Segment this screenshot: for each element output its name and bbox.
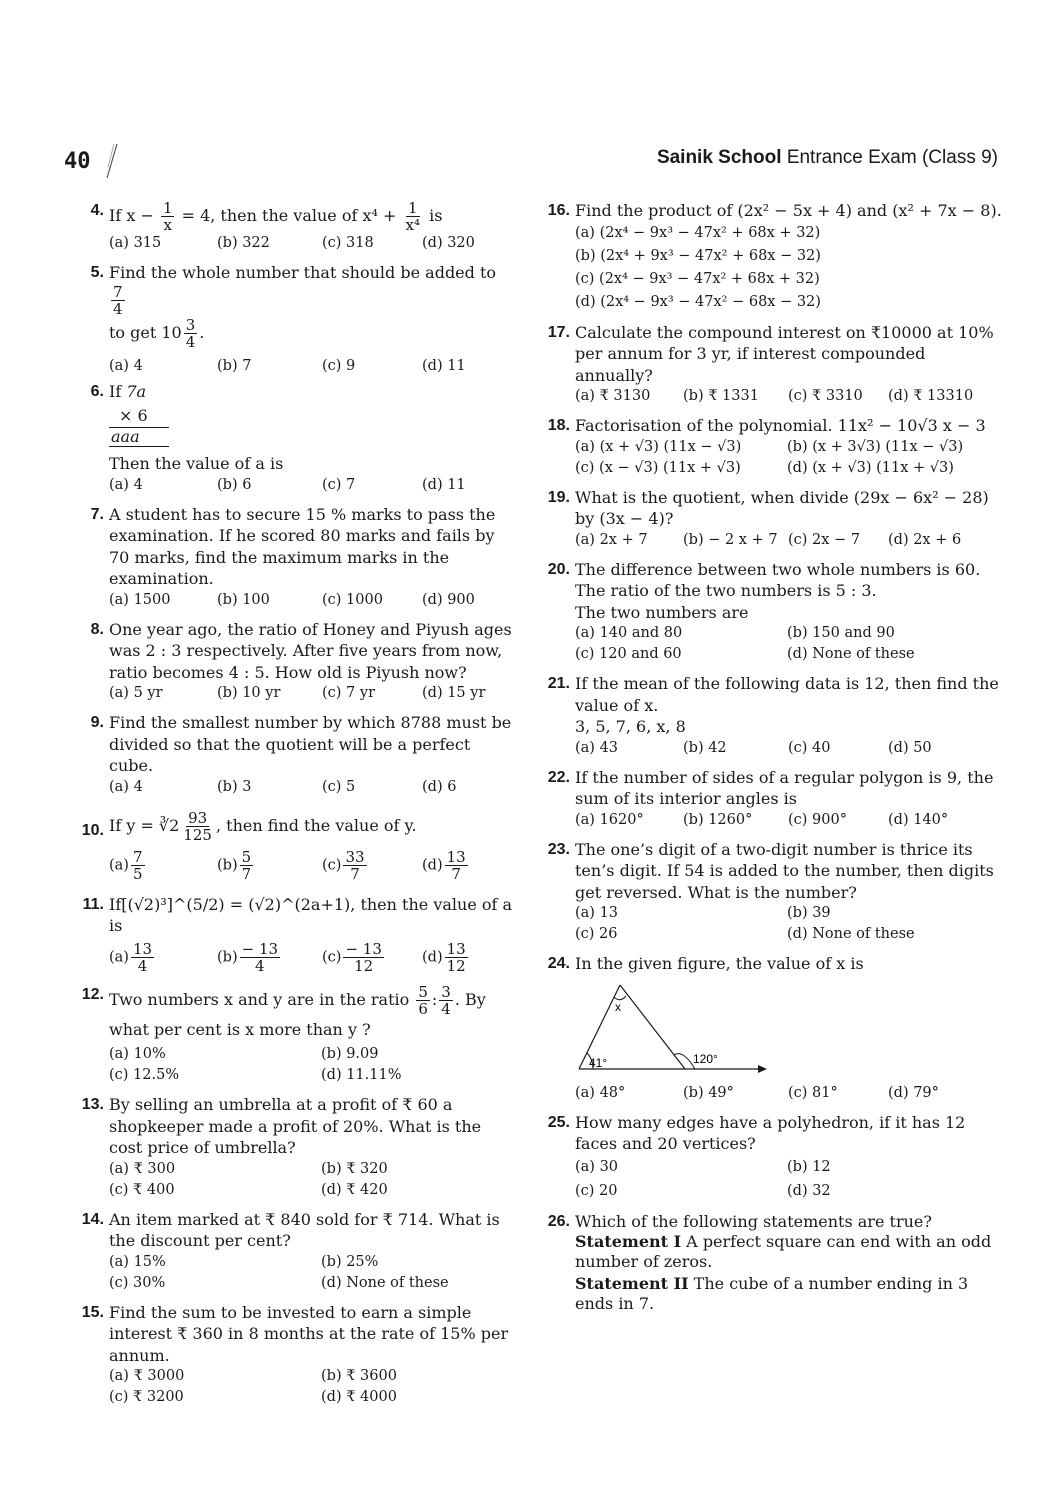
question-text: What is the quotient, when divide (29x − 6x² − 28) by (3x − 4)? [575, 487, 989, 528]
option-a: (a) ₹ 3130 [575, 388, 651, 404]
option-c: (c) 40 [788, 739, 831, 756]
question-14 [78, 1209, 518, 1294]
option-c: (c) 5 [322, 778, 356, 795]
multiplicand: 7a [126, 381, 147, 401]
question-7 [78, 504, 518, 611]
question-18 [544, 415, 1004, 479]
option-a: (a) 2x + 7 [575, 531, 648, 548]
option-a: (a) 315 [109, 235, 162, 251]
question-number: 21. [547, 675, 570, 692]
question-text: The one’s digit of a two-digit number is thrice its ten’s digit. If 54 is added to the number, then digits get reversed. What is the number? [575, 839, 994, 902]
question-number: 8. [90, 620, 104, 638]
question-9 [78, 712, 518, 798]
option-d: (d) 15 yr [422, 685, 486, 701]
fraction: $\frac{3}{4}$ [441, 982, 451, 1018]
option-c: (c) 1000 [322, 591, 383, 608]
option-d: (d) None of these [787, 646, 915, 662]
question-19 [544, 487, 1004, 551]
option-b: (b) 6 [217, 476, 252, 493]
question-number: 20. [547, 560, 570, 578]
option-d: (d) 11 [422, 476, 466, 493]
option-d: (d) $\frac{13}{12}$ [422, 939, 466, 975]
option-a: (a) 10% [109, 1046, 166, 1062]
options [109, 683, 518, 704]
question-text-cont: what per cent is x more than y ? [109, 1019, 371, 1039]
fraction: $\frac{93}{125}$ [183, 808, 212, 844]
question-number: 12. [81, 985, 104, 1003]
question-text: Two numbers x and y are in the ratio $\frac{5}{6}$ : $\frac{3}{4}$ . By [109, 982, 486, 1018]
question-26 [544, 1211, 1004, 1315]
option-a: (a) 1500 [109, 591, 171, 608]
question-text: Calculate the compound interest on ₹10000 at 10% per annum for 3 yr, if interest compounded annually? [575, 322, 994, 385]
statement-2: Statement II The cube of a number ending in 3 ends in 7. [575, 1274, 969, 1313]
question-text: If the number of sides of a regular polygon is 9, the sum of its interior angles is [575, 767, 994, 808]
options [575, 530, 1004, 551]
options [109, 941, 518, 974]
options [109, 849, 518, 882]
option-c: (c) (2x⁴ − 9x³ − 47x² + 68x + 32) [575, 270, 820, 287]
options [575, 738, 1004, 759]
question-text: Find the sum to be invested to earn a simple interest ₹ 360 in 8 months at the rate of 15% per annum. [109, 1302, 509, 1365]
product: aaa [111, 427, 140, 446]
question-21 [544, 673, 1004, 759]
option-c: (c) 20 [575, 1182, 618, 1199]
option-b: (b) (x + 3√3) (11x − √3) [787, 438, 964, 455]
option-b: (b) 100 [217, 591, 270, 608]
angle-label-x: x [615, 999, 621, 1014]
option-b: (b) − 2 x + 7 [683, 531, 778, 548]
statement-1: Statement I A perfect square can end with an odd number of zeros. [575, 1232, 992, 1271]
option-b: (b) 7 [217, 357, 252, 374]
triangle-figure [575, 979, 775, 1079]
page-header [64, 143, 998, 183]
options [575, 1083, 1004, 1104]
option-d: (d) 79° [888, 1084, 939, 1101]
question-number: 9. [90, 714, 104, 731]
question-6 [78, 381, 518, 496]
options [109, 1159, 518, 1201]
question-text: The difference between two whole numbers is 60. The ratio of the two numbers is 5 : 3. [575, 559, 981, 600]
question-10 [78, 810, 518, 882]
question-23 [544, 839, 1004, 946]
option-d: (d) 900 [422, 591, 475, 608]
question-number: 6. [90, 382, 104, 400]
option-b: (b) 10 yr [217, 685, 281, 701]
question-text: If y = ∛2 $\frac{93}{125}$ , then find the value of y. [109, 808, 417, 844]
option-b: (b) 39 [787, 905, 831, 921]
option-a: (a) 4 [109, 476, 143, 493]
option-c: (c) 81° [788, 1084, 838, 1101]
question-text: If x − $\frac{1}{x}$ = 4, then the value of x⁴ + $\frac{1}{\text{x⁴}}$ is [109, 199, 443, 234]
options [109, 475, 518, 496]
fraction: $\frac{3}{4}$ [185, 315, 196, 351]
option-a: (a) (x + √3) (11x − √3) [575, 438, 742, 455]
question-number: 25. [547, 1113, 570, 1131]
options [575, 903, 1004, 945]
option-c: (c) 120 and 60 [575, 646, 682, 662]
option-a: (a) ₹ 300 [109, 1160, 176, 1177]
question-text-cont: Then the value of a is [109, 454, 284, 473]
option-b: (b) 49° [683, 1084, 734, 1101]
option-b: (b) 1260° [683, 811, 753, 828]
question-17 [544, 322, 1004, 408]
option-d: (d) 2x + 6 [888, 531, 962, 548]
option-a: (a) (2x⁴ − 9x³ − 47x² + 68x + 32) [575, 224, 821, 241]
question-text: Find the smallest number by which 8788 must be divided so that the quotient will be a perfect cube. [109, 713, 512, 775]
option-b: (b) 12 [787, 1158, 831, 1175]
option-c: (c) 7 [322, 476, 356, 493]
options [575, 1155, 1004, 1203]
fraction: $\frac{5}{6}$ [418, 982, 428, 1018]
option-d: (d) ₹ 13310 [888, 388, 974, 404]
options [109, 777, 518, 798]
question-text: Find the product of (2x² − 5x + 4) and (x² + 7x − 8). [575, 201, 1002, 220]
option-a: (a) 140 and 80 [575, 625, 683, 641]
question-number: 24. [547, 955, 570, 972]
option-b: (b) 25% [321, 1253, 379, 1270]
question-text-cont: The two numbers are [575, 602, 749, 622]
question-number: 18. [547, 417, 570, 434]
option-a: (a) 4 [109, 778, 143, 795]
option-a: (a) ₹ 3000 [109, 1368, 185, 1384]
option-d: (d) 140° [888, 811, 949, 828]
header-slash-decoration [104, 143, 120, 179]
question-15 [78, 1302, 518, 1409]
question-text: An item marked at ₹ 840 sold for ₹ 714. What is the discount per cent? [109, 1209, 500, 1250]
question-text: Find the whole number that should be added to $\frac{7}{4}$ [109, 263, 497, 318]
question-text: Which of the following statements are true? [575, 1211, 932, 1231]
multiplication-layout [109, 404, 518, 447]
question-22 [544, 767, 1004, 831]
option-c: (c) ₹ 3310 [788, 388, 863, 404]
question-text: A student has to secure 15 % marks to pass the examination. If he scored 80 marks and fails by 70 marks, find the maximum marks in the examination. [109, 504, 496, 588]
option-b: (b) $\frac{- 13}{4}$ [217, 939, 279, 975]
option-b: (b) 3 [217, 778, 252, 795]
option-b: (b) 42 [683, 739, 727, 756]
options [575, 623, 1004, 665]
question-number: 7. [90, 505, 104, 523]
book-title-bold: Sainik School [656, 147, 782, 168]
question-number: 11. [82, 895, 104, 913]
option-a: (a) 4 [109, 357, 143, 374]
option-d: (d) 50 [888, 739, 932, 756]
options [575, 810, 1004, 831]
option-c: (c) 2x − 7 [788, 531, 861, 548]
option-a: (a) $\frac{7}{5}$ [109, 847, 143, 883]
option-c: (c) 9 [322, 357, 356, 374]
option-b: (b) ₹ 320 [321, 1160, 388, 1177]
data-list: 3, 5, 7, 6, x, 8 [575, 717, 686, 736]
option-d: (d) (x + √3) (11x + √3) [787, 459, 954, 476]
question-text: If[(√2)³]^(5/2) = (√2)^(2a+1), then the value of a is [109, 894, 513, 935]
fraction: $\frac{1}{\text{x⁴}}$ [405, 199, 421, 234]
option-d: (d) 6 [422, 778, 457, 795]
options [109, 233, 518, 254]
question-20 [544, 559, 1004, 666]
option-d: (d) 11 [422, 357, 466, 374]
question-number: 4. [90, 202, 104, 219]
page-number: 40 [64, 149, 91, 174]
option-d: (d) None of these [787, 926, 915, 942]
question-number: 14. [81, 1210, 104, 1228]
question-5 [78, 262, 518, 377]
multiplier: × 6 [119, 406, 148, 425]
option-b: (b) 322 [217, 235, 270, 251]
question-number: 23. [547, 840, 570, 858]
question-number: 13. [81, 1096, 104, 1113]
option-c: (c) 318 [322, 235, 374, 251]
question-11 [78, 894, 518, 974]
option-c: (c) 26 [575, 926, 618, 942]
option-d: (d) 11.11% [321, 1067, 402, 1083]
options [109, 590, 518, 611]
options [575, 222, 1004, 314]
option-b: (b) 150 and 90 [787, 625, 895, 641]
option-d: (d) (2x⁴ − 9x³ − 47x² − 68x − 32) [575, 293, 821, 310]
book-title-rest: Entrance Exam (Class 9) [786, 147, 998, 168]
option-a: (a) 1620° [575, 811, 644, 828]
options [575, 437, 1004, 479]
option-d: (d) 32 [787, 1182, 831, 1199]
question-text: Factorisation of the polynomial. 11x² − 10√3 x − 3 [575, 416, 986, 435]
question-13 [78, 1094, 518, 1201]
question-4 [78, 200, 518, 254]
option-b: (b) (2x⁴ + 9x³ − 47x² + 68x − 32) [575, 247, 821, 264]
question-number: 5. [90, 264, 104, 281]
question-16 [544, 200, 1004, 314]
angle-label-120: 120° [693, 1051, 718, 1066]
right-column [544, 200, 1004, 1314]
fraction: $\frac{1}{x}$ [162, 199, 173, 234]
option-c: (c) $\frac{33}{7}$ [322, 847, 365, 883]
option-d: (d) 320 [422, 235, 475, 251]
question-number: 17. [547, 323, 570, 341]
option-a: (a) 5 yr [109, 685, 163, 701]
question-number: 10. [81, 821, 104, 839]
question-number: 26. [547, 1212, 570, 1230]
question-text: In the given figure, the value of x is [575, 954, 864, 973]
question-text-cont: to get 10 $\frac{3}{4}$ . [109, 315, 205, 351]
question-text: How many edges have a polyhedron, if it has 12 faces and 20 vertices? [575, 1112, 966, 1153]
question-text: One year ago, the ratio of Honey and Piyush ages was 2 : 3 respectively. After five years from now, ratio becomes 4 : 5. How old is Piyush now? [109, 619, 512, 682]
question-24 [544, 953, 1004, 1104]
options [109, 356, 518, 377]
option-b: (b) 9.09 [321, 1046, 379, 1062]
option-a: (a) $\frac{13}{4}$ [109, 939, 153, 975]
question-12 [78, 984, 518, 1087]
option-d: (d) ₹ 4000 [321, 1389, 397, 1405]
option-a: (a) 15% [109, 1253, 166, 1270]
fraction: $\frac{7}{4}$ [113, 282, 123, 318]
option-b: (b) ₹ 1331 [683, 388, 759, 404]
option-b: (b) ₹ 3600 [321, 1368, 397, 1384]
rule-line [109, 446, 169, 447]
option-d: (d) ₹ 420 [321, 1181, 388, 1198]
option-c: (c) 7 yr [322, 685, 376, 701]
question-text: If 7a [109, 381, 147, 401]
option-d: (d) $\frac{13}{7}$ [422, 847, 466, 883]
option-c: (c) ₹ 400 [109, 1181, 175, 1198]
question-text: If the mean of the following data is 12, then find the value of x. [575, 674, 999, 715]
book-title [657, 147, 998, 169]
option-c: (c) $\frac{- 13}{12}$ [322, 939, 382, 975]
option-c: (c) 900° [788, 811, 847, 828]
question-number: 19. [547, 488, 570, 506]
question-text: By selling an umbrella at a profit of ₹ 60 a shopkeeper made a profit of 20%. What is the cost price of umbrella? [109, 1095, 482, 1157]
question-number: 22. [547, 768, 570, 786]
question-25 [544, 1112, 1004, 1203]
option-b: (b) $\frac{5}{7}$ [217, 847, 252, 883]
option-c: (c) ₹ 3200 [109, 1389, 184, 1405]
options [109, 1366, 518, 1408]
options [109, 1044, 518, 1086]
option-a: (a) 48° [575, 1084, 626, 1101]
angle-label-41: 41° [589, 1055, 608, 1070]
question-number: 15. [81, 1303, 104, 1321]
option-a: (a) 43 [575, 739, 619, 756]
option-d: (d) None of these [321, 1274, 449, 1291]
option-c: (c) 12.5% [109, 1067, 180, 1083]
left-column [78, 200, 518, 1408]
angle-arc-right [674, 1053, 695, 1068]
options [109, 1252, 518, 1294]
option-c: (c) 30% [109, 1274, 166, 1291]
option-a: (a) 13 [575, 905, 619, 921]
question-8 [78, 619, 518, 705]
question-number: 16. [547, 202, 570, 219]
options [575, 386, 1004, 407]
option-c: (c) (x − √3) (11x + √3) [575, 459, 741, 476]
arrow-head [758, 1065, 767, 1073]
option-a: (a) 30 [575, 1158, 619, 1175]
triangle-side-right [620, 985, 685, 1069]
